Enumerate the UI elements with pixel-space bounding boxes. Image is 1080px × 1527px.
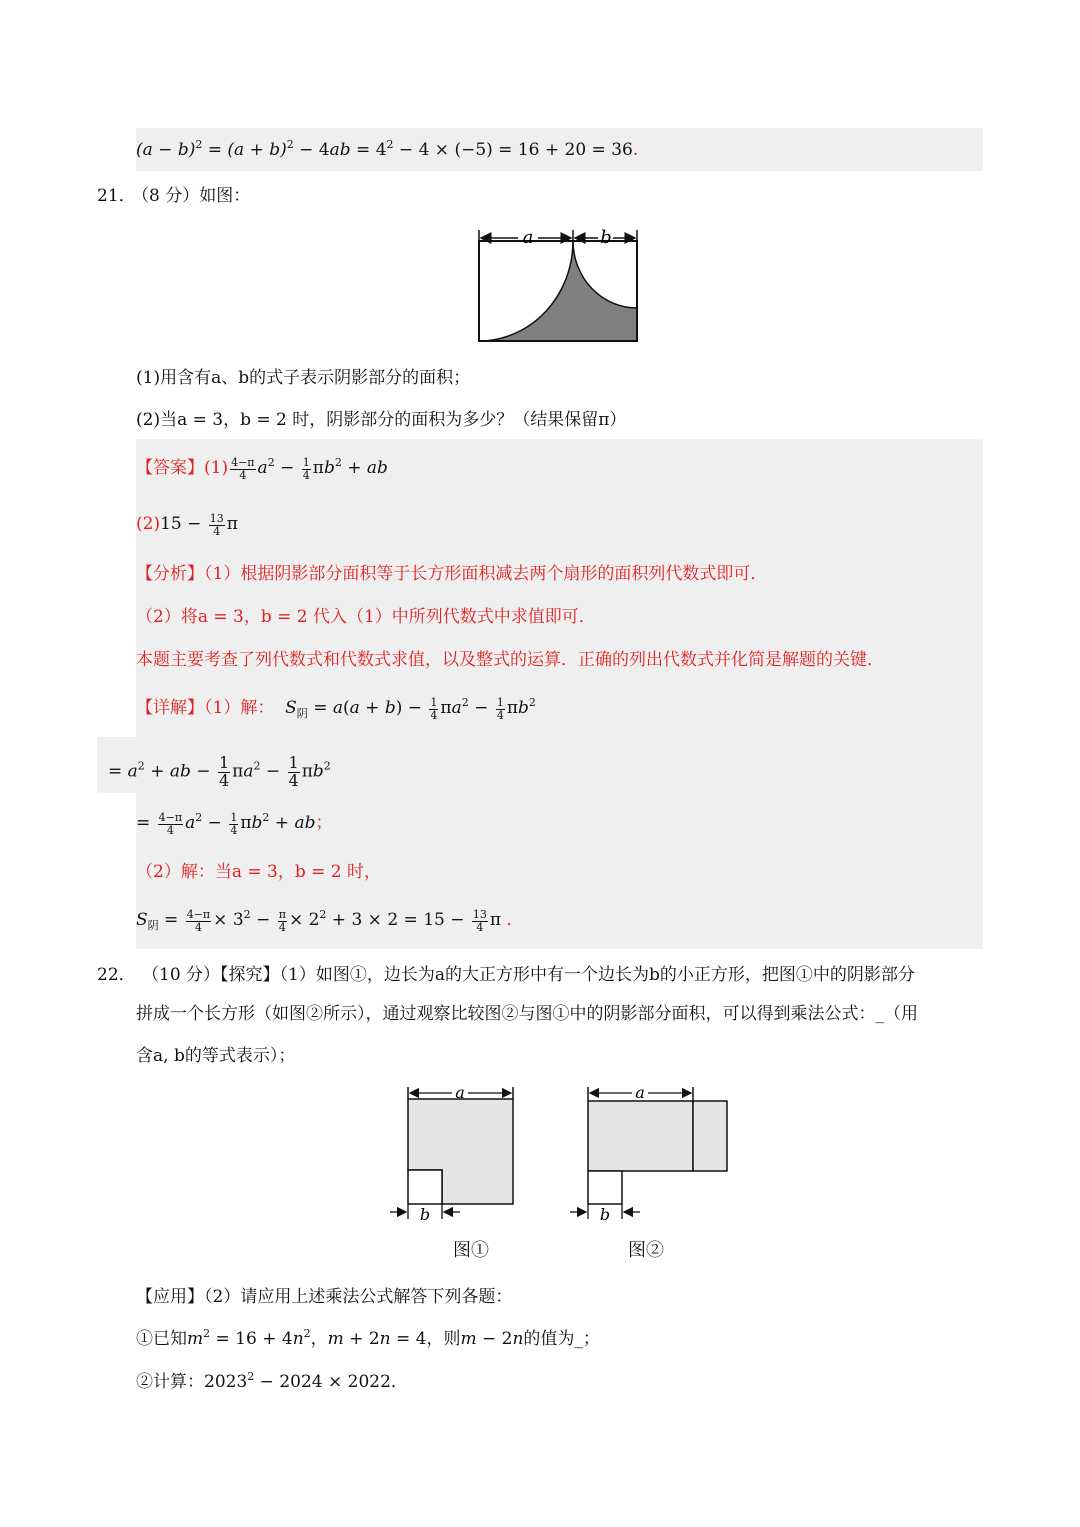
- q22-apply1: ①已知$m^2 = 16 + 4n^2$，m + 2n = 4，则m − 2n的值为_；: [136, 1327, 600, 1349]
- q22-figure-2: [566, 1082, 734, 1224]
- q22-fig2-caption: 图②: [628, 1240, 664, 1261]
- q22-fig1-caption: 图①: [453, 1240, 489, 1261]
- q22-fig2-label-b: b: [599, 1205, 611, 1224]
- q22-apply: 【应用】（2）请应用上述乘法公式解答下列各题：: [136, 1287, 513, 1307]
- q22-fig1-label-a: a: [455, 1083, 465, 1102]
- q22-line1: （10 分）【探究】（1）如图①，边长为a的大正方形中有一个边长为b的小正方形，把图①中的阴影部分: [142, 965, 915, 985]
- detail-line-1: 【详解】（1）解： $S_阴 = a(a + b)$ − $\frac{1}{4}$ $\pi a^2$ − $\frac{1}{4}$ $\pi b^2$: [136, 695, 536, 722]
- answer1-label: (1): [204, 458, 229, 478]
- q21-number: 21．: [97, 186, 136, 206]
- q20-formula: $(a - b)^2 = (a + b)^2 - 4ab = 4^2 - 4 \times (-5) = 16 + 20 = 36$.: [136, 138, 639, 160]
- detail-tag: 【详解】: [136, 698, 204, 718]
- q22-line2: 拼成一个长方形（如图②所示），通过观察比较图②与图①中的阴影部分面积，可以得到乘法公式：_（用: [136, 1004, 918, 1024]
- analysis-tag: 【分析】: [136, 564, 204, 584]
- q22-apply2: ②计算：$2023^2 - 2024 \times 2022$．: [136, 1370, 408, 1392]
- detail-line-2: = $a^2$ + ab − $\frac{1}{4}$ $\pi a^2$ − $\frac{1}{4}$ $\pi b^2$: [108, 753, 331, 790]
- detail-4: （2）解：当a = 3，b = 2 时，: [136, 862, 381, 882]
- q22-figure-1: [386, 1082, 528, 1224]
- q21-fig-label-a: a: [522, 227, 534, 248]
- detail1-label: （1）解：: [204, 698, 275, 718]
- q21-part1: (1)用含有a、b的式子表示阴影部分的面积；: [136, 368, 471, 388]
- q22-fig2-label-a: a: [635, 1083, 645, 1102]
- answer2-label: (2): [136, 514, 161, 534]
- q21-part2: (2)当a = 3，b = 2 时，阴影部分的面积为多少？（结果保留π）: [136, 410, 627, 430]
- detail-line-3: = $\frac{4-\pi}{4}$ $a^2$ − $\frac{1}{4}$ $\pi b^2$ + ab；: [136, 810, 333, 837]
- analysis-line-1: [136, 562, 767, 586]
- answer-tag: 【答案】: [136, 458, 204, 478]
- analysis-2: （2）将a = 3，b = 2 代入（1）中所列代数式中求值即可．: [136, 607, 596, 627]
- q21-figure: [470, 224, 650, 346]
- q21-points: （8 分）如图：: [132, 186, 251, 206]
- analysis-1: （1）根据阴影部分面积等于长方形面积减去两个扇形的面积列代数式即可．: [204, 564, 768, 584]
- answer-line-1: 【答案】(1) $\frac{4-\pi}{4}$ $a^2$ − $\frac{1}{4}$ $\pi b^2$ + ab: [136, 455, 388, 482]
- q22-line3: 含a, b的等式表示）；: [136, 1046, 296, 1066]
- solution-box-q21: [136, 439, 983, 737]
- answer-line-2: (2)15 − $\frac{13}{4}$ π: [136, 511, 238, 538]
- detail-s-sub: 阴: [296, 707, 308, 720]
- q22-fig1-label-b: b: [419, 1205, 431, 1224]
- q22-number: 22．: [97, 965, 136, 985]
- q21-fig-label-b: b: [600, 227, 612, 248]
- detail-line-5: $S_阴$ = $\frac{4-\pi}{4}$ × $3^2$ − $\frac{\pi}{4}$ × $2^2 + 3 \times 2 = 15$ − $\frac{13}{4}$ π ．: [136, 907, 524, 934]
- analysis-3: 本题主要考查了列代数式和代数式求值，以及整式的运算．正确的列出代数式并化简是解题的关键．: [136, 650, 884, 670]
